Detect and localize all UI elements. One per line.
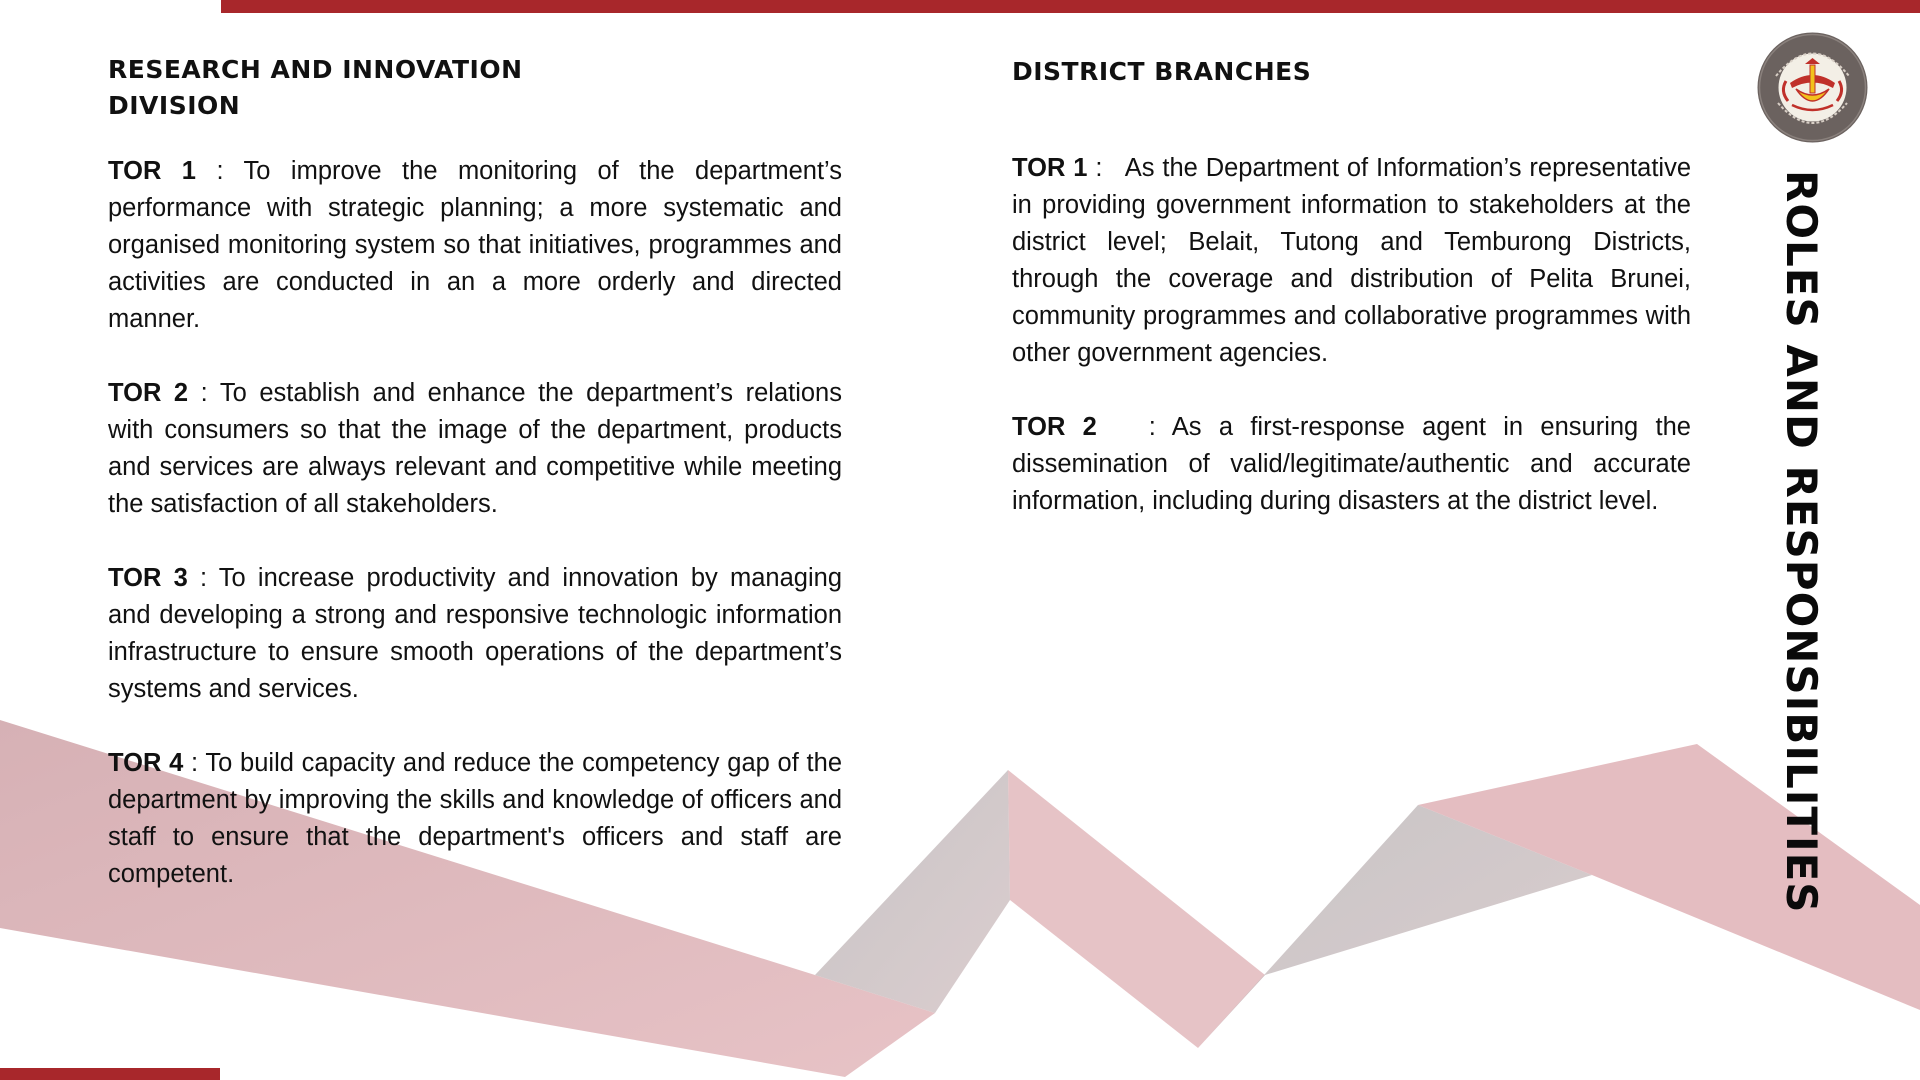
tor-label: TOR 2	[1012, 413, 1097, 441]
tor-label: TOR 4	[108, 749, 184, 777]
tor-separator: :	[183, 749, 206, 777]
tor-label: TOR 1	[108, 157, 196, 185]
tor-text: To improve the monitoring of the department’s performance with strategic planning; a more systematic and organised monitoring system so that initiatives, programmes and activities are conducted in an a more orderly and directed manner.	[108, 157, 843, 333]
heading-line-2: DIVISION	[108, 91, 241, 120]
tor-separator: :	[187, 564, 219, 592]
district-branches-heading: DISTRICT BRANCHES	[1012, 57, 1312, 86]
tor-text: As a first-response agent in ensuring the dissemination of valid/legitimate/authentic and accurate information, including during disasters at the district level.	[1012, 413, 1699, 515]
tor-item	[108, 153, 842, 338]
research-division-heading	[108, 52, 588, 124]
research-division-tor-list	[108, 153, 842, 930]
tor-item	[108, 745, 842, 893]
tor-item	[108, 560, 842, 708]
roles-and-responsibilities-title: ROLES AND RESPONSIBILITIES	[1777, 170, 1826, 914]
tor-item	[108, 375, 842, 523]
tor-label: TOR 2	[108, 379, 189, 407]
tor-text: To establish and enhance the department’s relations with consumers so that the image of the department, products and services are always relevant and competitive while meeting the satisfaction of all stakeholders.	[108, 379, 842, 518]
tor-text: As the Department of Information’s representative in providing government information to stakeholders at the district level; Belait, Tutong and Temburong Districts, through the coverage and distribution of Pelita Brunei, community programmes and collaborative programmes with other government agencies.	[1012, 154, 1699, 367]
tor-item	[1012, 409, 1699, 520]
tor-separator: :	[188, 379, 220, 407]
tor-separator: :	[1087, 154, 1125, 182]
government-crest-icon	[1756, 31, 1869, 144]
tor-label: TOR 1	[1012, 154, 1088, 182]
tor-separator: :	[196, 157, 244, 185]
tor-item	[1012, 150, 1699, 372]
heading-line-1: RESEARCH AND INNOVATION	[108, 55, 523, 84]
tor-separator: :	[1096, 413, 1172, 441]
bottom-accent-bar	[0, 1068, 220, 1080]
tor-label: TOR 3	[108, 564, 188, 592]
district-branches-tor-list	[1012, 150, 1699, 557]
tor-text: To build capacity and reduce the competency gap of the department by improving the skills and knowledge of officers and staff to ensure that the department's officers and staff are competent.	[108, 749, 843, 888]
tor-text: To increase productivity and innovation by managing and developing a strong and responsive technologic information infrastructure to ensure smooth operations of the department’s systems and services.	[108, 564, 842, 703]
